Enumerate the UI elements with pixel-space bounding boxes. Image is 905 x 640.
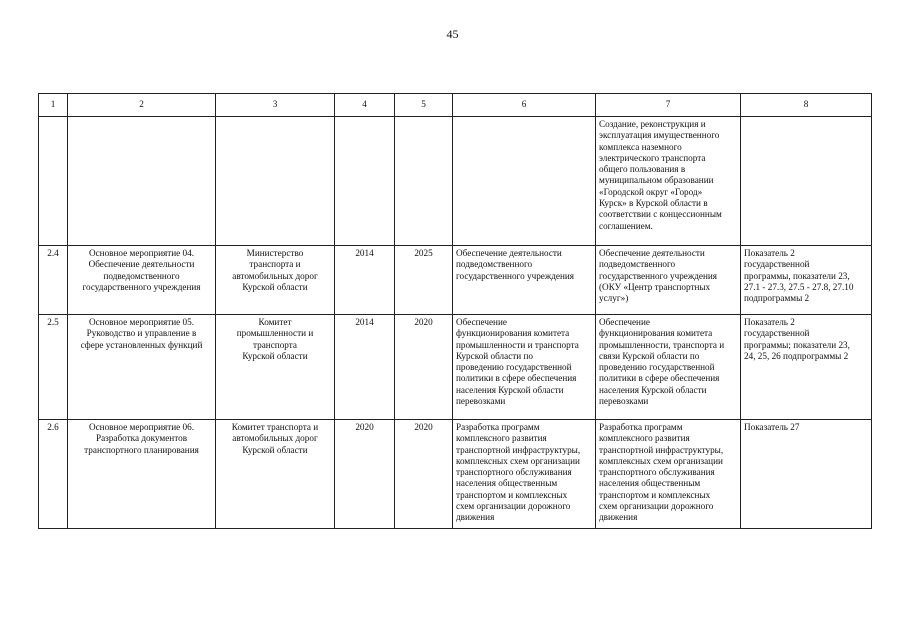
empty-cell: [335, 117, 395, 246]
row-number: 2.6: [39, 420, 68, 529]
start-year-cell: 2014: [335, 315, 395, 420]
executor-cell: Комитет промышленности и транспорта Курской области: [216, 315, 335, 420]
row-number: 2.5: [39, 315, 68, 420]
row-number: 2.4: [39, 246, 68, 315]
consequences-cell: Разработка программ комплексного развития транспортной инфраструктуры, комплексных схем организации транспортного обслуживания населения общественным транспортом и комплексных схем организации дорожного движения: [596, 420, 741, 529]
page-number: 45: [446, 27, 459, 41]
header-row: [39, 94, 872, 117]
indicators-cell: Показатель 2 государственной программы; показатели 23, 24, 25, 26 подпрограммы 2: [741, 315, 872, 420]
start-year-cell: 2014: [335, 246, 395, 315]
empty-cell: [39, 117, 68, 246]
table-row-continued: [39, 117, 872, 246]
empty-cell: [395, 117, 453, 246]
header-cell: 8: [741, 94, 872, 117]
consequences-cell: Обеспечение деятельности подведомственного государственного учреждения (ОКУ «Центр транспортных услуг»): [596, 246, 741, 315]
empty-cell: [453, 117, 596, 246]
executor-cell: Министерство транспорта и автомобильных дорог Курской области: [216, 246, 335, 315]
consequences-cell: Создание, реконструкция и эксплуатация имущественного комплекса наземного электрического транспорта общего пользования в муниципальном образовании «Городской округ «Город» Курск» в Курской области в соответствии с концессионным соглашением.: [596, 117, 741, 246]
end-year-cell: 2020: [395, 315, 453, 420]
table-row: [39, 315, 872, 420]
table-row: [39, 246, 872, 315]
header-cell: 3: [216, 94, 335, 117]
program-table: [38, 93, 872, 529]
consequences-cell: Обеспечение функционирования комитета промышленности, транспорта и связи Курской области по проведению государственной политики в сфере обеспечения населения Курской области перевозками: [596, 315, 741, 420]
header-cell: 2: [68, 94, 216, 117]
result-cell: Обеспечение функционирования комитета промышленности и транспорта Курской области по проведению государственной политики в сфере обеспечения населения Курской области перевозками: [453, 315, 596, 420]
empty-cell: [216, 117, 335, 246]
header-cell: 7: [596, 94, 741, 117]
measure-cell: Основное мероприятие 05. Руководство и управление в сфере установленных функций: [68, 315, 216, 420]
result-cell: Обеспечение деятельности подведомственного государственного учреждения: [453, 246, 596, 315]
empty-cell: [741, 117, 872, 246]
measure-cell: Основное мероприятие 04. Обеспечение деятельности подведомственного государственного учреждения: [68, 246, 216, 315]
result-cell: Разработка программ комплексного развития транспортной инфраструктуры, комплексных схем организации транспортного обслуживания населения общественным транспортом и комплексных схем организации дорожного движения: [453, 420, 596, 529]
start-year-cell: 2020: [335, 420, 395, 529]
end-year-cell: 2020: [395, 420, 453, 529]
header-cell: 5: [395, 94, 453, 117]
header-cell: 4: [335, 94, 395, 117]
end-year-cell: 2025: [395, 246, 453, 315]
empty-cell: [68, 117, 216, 246]
table-row: [39, 420, 872, 529]
header-cell: 6: [453, 94, 596, 117]
indicators-cell: Показатель 2 государственной программы, показатели 23, 27.1 - 27.3, 27.5 - 27.8, 27.10 подпрограммы 2: [741, 246, 872, 315]
header-cell: 1: [39, 94, 68, 117]
executor-cell: Комитет транспорта и автомобильных дорог Курской области: [216, 420, 335, 529]
indicators-cell: Показатель 27: [741, 420, 872, 529]
measure-cell: Основное мероприятие 06. Разработка документов транспортного планирования: [68, 420, 216, 529]
